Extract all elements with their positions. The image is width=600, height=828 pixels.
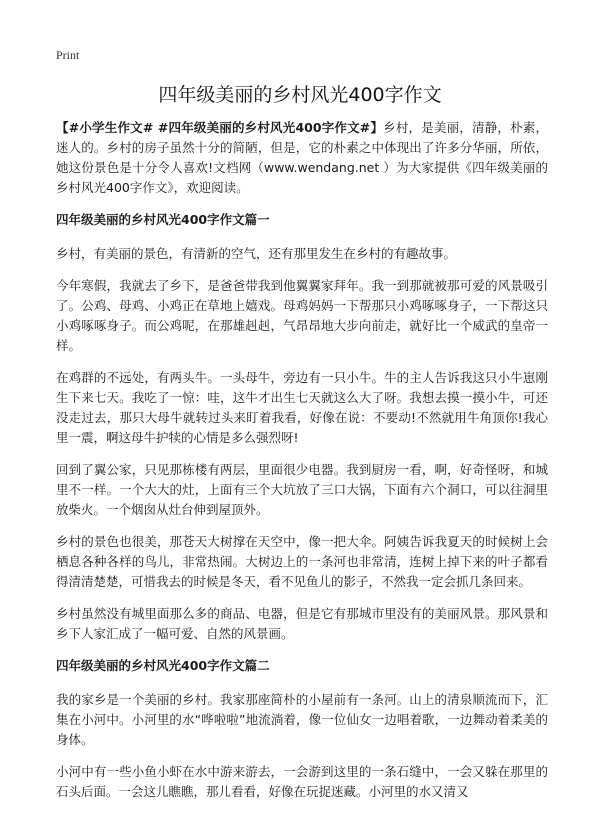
- paragraph: 乡村虽然没有城里面那么多的商品、电器，但是它有那城市里没有的美丽风景。那风景和乡下人家汇成了一幅可爱、自然的风景画。: [56, 606, 548, 641]
- intro-text: 乡村，是美丽，清静，朴素，迷人的。乡村的房子虽然十分的简陋，但是，它的朴素之中体现出了许多分华丽，所依，她这份景色是十分令人喜欢!文档网（www.wendang.net ）为大家提供《四年级美丽的乡村风光400字作文》，欢迎阅读。: [56, 120, 548, 195]
- paragraph: 回到了翼公家，只见那栋楼有两层，里面很少电器。我到厨房一看，啊，好奇怪呀，和城里不一样。一个大大的灶，上面有三个大坑放了三口大锅，下面有六个洞口，可以往洞里放柴火。一个烟囱从灶台伸到屋顶外。: [56, 462, 548, 517]
- section-heading-2: 四年级美丽的乡村风光400字作文篇二: [56, 658, 270, 673]
- page-title: 四年级美丽的乡村风光400字作文: [158, 84, 442, 106]
- paragraph: 今年寒假，我就去了乡下，是爸爸带我到他翼翼家拜年。我一到那就被那可爱的风景吸引了。公鸡、母鸡、小鸡正在草地上嬉戏。母鸡妈妈一下帮那只小鸡啄啄身子，一下帮这只小鸡啄啄身子。而公鸡呢，在那雄赳赳，气昂昂地大步向前走，就好比一个威武的皇帝一样。: [56, 278, 548, 353]
- paragraph: 乡村，有美丽的景色，有清新的空气，还有那里发生在乡村的有趣故事。: [56, 246, 457, 261]
- intro-tags: 【#小学生作文# #四年级美丽的乡村风光400字作文#】: [56, 120, 384, 135]
- intro-paragraph: [56, 118, 548, 198]
- paragraph: 我的家乡是一个美丽的乡村。我家那座简朴的小屋前有一条河。山上的清泉顺流而下，汇集在小河中。小河里的水“哗啦啦”地流淌着，像一位仙女一边唱着歌，一边舞动着柔美的身体。: [56, 692, 548, 747]
- print-link[interactable]: Print: [56, 48, 80, 62]
- section-heading-1: 四年级美丽的乡村风光400字作文篇一: [56, 212, 270, 227]
- article-body: [56, 118, 548, 814]
- paragraph: 在鸡群的不远处，有两头牛。一头母牛，旁边有一只小牛。牛的主人告诉我这只小牛崽刚生下来七天。我吃了一惊：哇，这牛才出生七天就这么大了呀。我想去摸一摸小牛，可还没走过去，那只大母牛就转过头来盯着我看，好像在说：不要动!不然就用牛角顶你!我心里一震，啊这母牛护犊的心情是多么强烈呀!: [56, 370, 548, 445]
- paragraph: 乡村的景色也很美，那苍天大树撑在天空中，像一把大伞。阿姨告诉我夏天的时候树上会栖息各种各样的鸟儿，非常热闹。大树边上的一条河也非常清，连树上掉下来的叶子都看得清清楚楚，可惜我去的时候是冬天，看不见鱼儿的影子，不然我一定会抓几条回来。: [56, 534, 548, 589]
- paragraph: 小河中有一些小鱼小虾在水中游来游去，一会游到这里的一条石缝中，一会又躲在那里的石头后面。一会这儿瞧瞧，那儿看看，好像在玩捉迷藏。小河里的水又清又: [56, 764, 548, 799]
